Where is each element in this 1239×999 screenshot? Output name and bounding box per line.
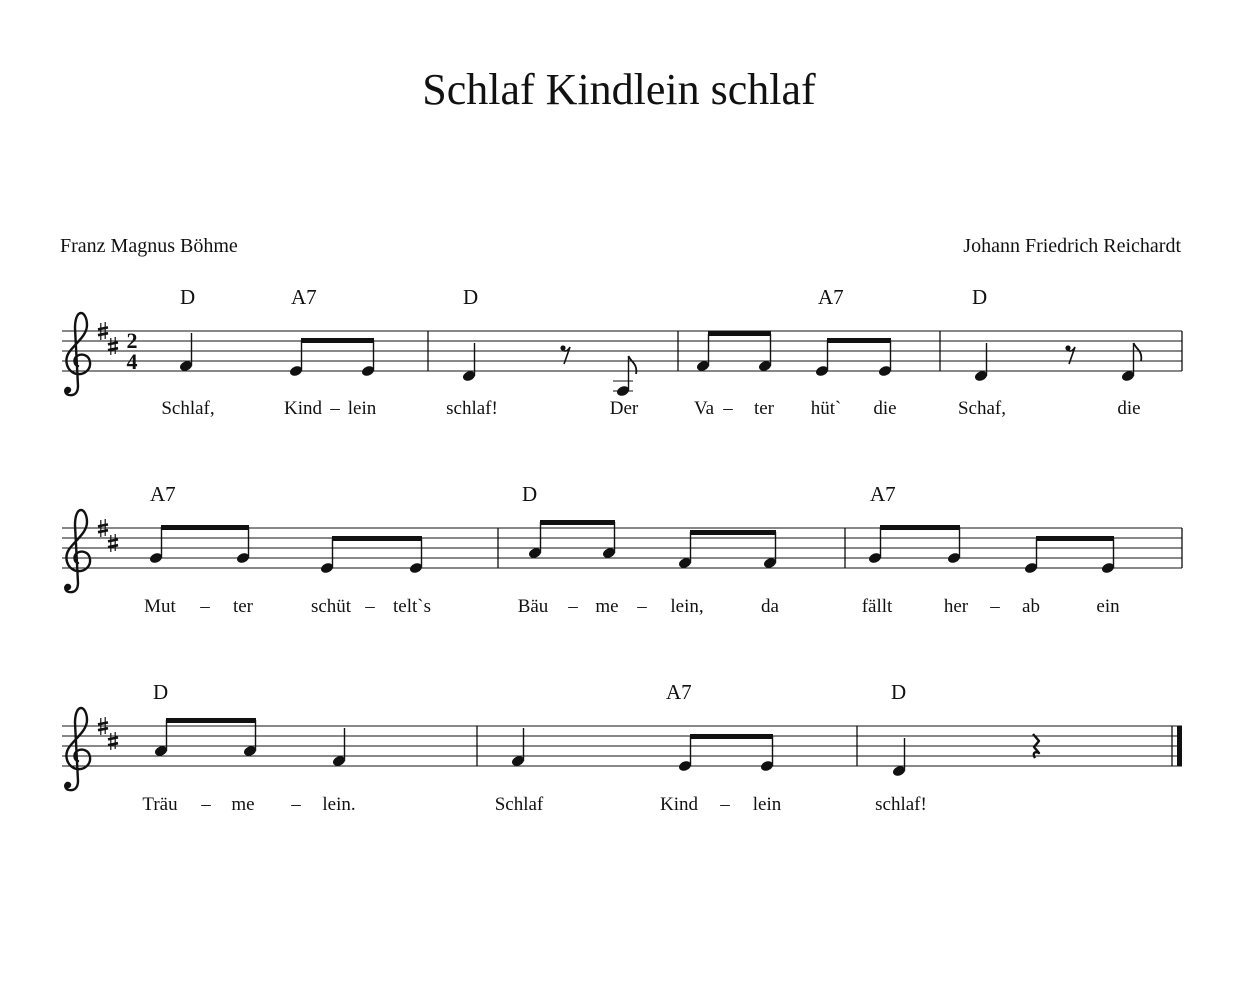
lyric-syllable: Mut: [144, 596, 176, 617]
chord-symbol: D: [891, 680, 907, 704]
staff-lines: [62, 331, 1182, 371]
chord-symbol: A7: [818, 285, 844, 309]
lyric-syllable: telt`s: [393, 596, 431, 617]
lyric-hyphen: –: [990, 596, 1000, 617]
notes: [154, 718, 1039, 777]
lyric-syllable: da: [761, 596, 779, 617]
treble-clef-icon: [65, 313, 90, 395]
lyric-syllable: ter: [753, 398, 775, 419]
lyric-syllable: Kind: [660, 794, 698, 815]
staff-lines: [62, 726, 1182, 766]
lyric-syllable: ter: [232, 596, 254, 617]
lyric-syllable: lein: [752, 794, 782, 815]
lyric-syllable: Va: [693, 398, 715, 419]
lyric-syllable: die: [873, 398, 897, 419]
lyric-syllable: Schaf,: [957, 398, 1007, 419]
treble-clef-icon: [65, 510, 90, 592]
final-barline-thick: [1177, 726, 1182, 766]
key-sharp-icon: [108, 337, 118, 355]
lyric-hyphen: –: [720, 794, 730, 815]
lyric-syllable: fällt: [861, 596, 893, 617]
chord-symbol: D: [180, 285, 196, 309]
lyric-syllable: schlaf!: [875, 794, 927, 815]
time-signature-top: 2: [126, 328, 138, 353]
system-1: [62, 285, 1182, 419]
lyricist-credit: Franz Magnus Böhme: [60, 235, 238, 257]
lyric-syllable: hüt`: [810, 398, 842, 419]
key-sharp-icon: [108, 534, 118, 552]
chord-symbol: D: [522, 482, 538, 506]
chord-symbol: D: [972, 285, 988, 309]
song-title: Schlaf Kindlein schlaf: [422, 65, 816, 114]
lyric-syllable: schüt: [310, 596, 352, 617]
lyric-hyphen: –: [365, 596, 375, 617]
lyric-syllable: lein: [347, 398, 377, 419]
lyric-syllable: lein.: [322, 794, 356, 815]
lyric-syllable: Schlaf,: [161, 398, 215, 419]
lyric-hyphen: –: [200, 596, 210, 617]
chord-symbol: A7: [150, 482, 176, 506]
lyric-syllable: schlaf!: [446, 398, 498, 419]
chord-symbol: A7: [666, 680, 692, 704]
treble-clef-icon: [65, 708, 90, 790]
lyric-syllable: me: [231, 794, 255, 815]
lyric-syllable: her: [943, 596, 969, 617]
lyric-hyphen: –: [201, 794, 211, 815]
lyric-hyphen: –: [723, 398, 733, 419]
lyric-syllable: Träu: [142, 794, 178, 815]
lyric-syllable: Bäu: [517, 596, 549, 617]
lyric-hyphen: –: [637, 596, 647, 617]
time-signature-bottom: 4: [126, 349, 138, 374]
chord-symbol: A7: [291, 285, 317, 309]
lyric-syllable: ein: [1096, 596, 1120, 617]
lyric-syllable: Kind: [284, 398, 322, 419]
lyric-hyphen: –: [291, 794, 301, 815]
chord-symbol: D: [153, 680, 169, 704]
key-sharp-icon: [108, 732, 118, 750]
lyric-syllable: ab: [1022, 596, 1040, 617]
system-2: [62, 482, 1182, 617]
lyric-syllable: me: [595, 596, 619, 617]
lyric-syllable: die: [1117, 398, 1141, 419]
staff-lines: [62, 528, 1182, 568]
lyric-syllable: Der: [609, 398, 639, 419]
lyric-syllable: Schlaf: [494, 794, 544, 815]
chord-symbol: A7: [870, 482, 896, 506]
composer-credit: Johann Friedrich Reichardt: [963, 235, 1181, 257]
system-3: [62, 680, 1182, 815]
chord-symbol: D: [463, 285, 479, 309]
lyric-hyphen: –: [330, 398, 340, 419]
lyric-syllable: lein,: [670, 596, 704, 617]
lyric-hyphen: –: [568, 596, 578, 617]
